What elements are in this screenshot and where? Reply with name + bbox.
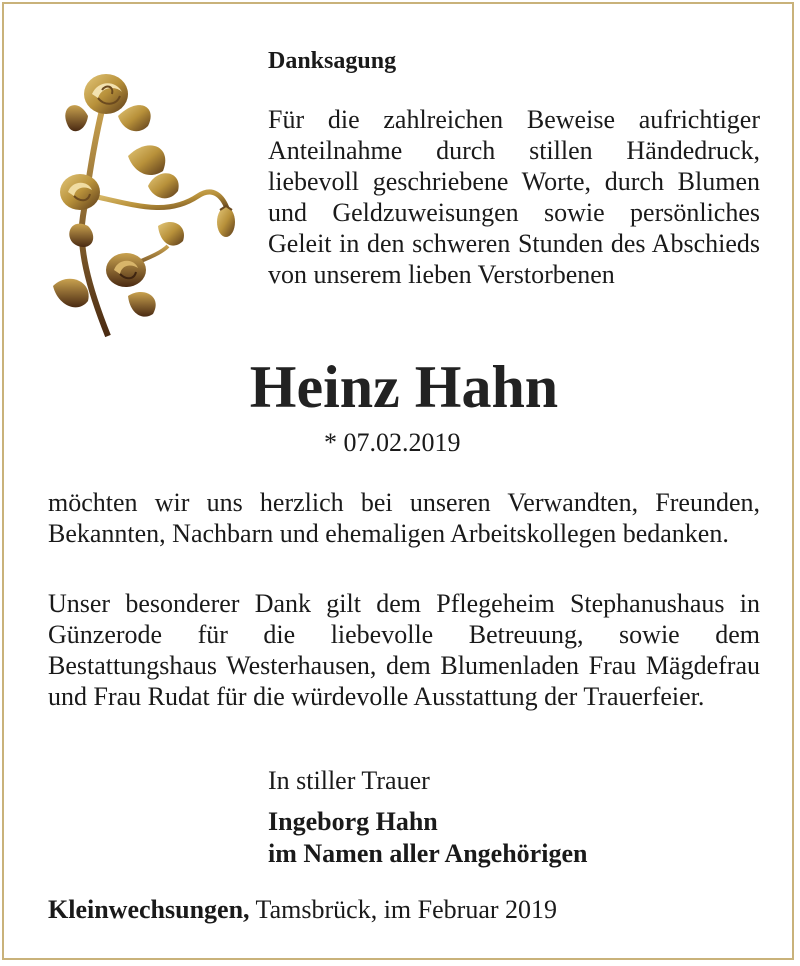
- mourning-line: In stiller Trauer: [268, 766, 430, 795]
- rose-branch-icon: [48, 46, 244, 348]
- signers: [268, 806, 587, 870]
- place-date: [48, 894, 557, 925]
- signer-name: Ingeborg Hahn: [268, 807, 438, 836]
- place-bold: Kleinwechsungen,: [48, 895, 250, 924]
- intro-text: Für die zahlreichen Beweise aufrichtiger Anteilnahme durch stillen Händedruck, liebevoll geschriebene Worte, durch Blumen und Geldzuweisungen sowie persönliches Geleit in den schweren Stunden des Abschieds von unserem lieben Verstorbenen: [268, 105, 760, 289]
- special-thanks-text: Unser besonderer Dank gilt dem Pflegeheim Stephanushaus in Günzerode für die liebevolle Betreuung, sowie dem Bestattungshaus Westerhausen, dem Blumenladen Frau Mägdefrau und Frau Rudat für die würdevolle Ausstattung der Trauerfeier.: [48, 589, 760, 711]
- ad-frame: [2, 2, 794, 960]
- deceased-name: Heinz Hahn: [249, 354, 559, 420]
- signer-relation: im Namen aller Angehörigen: [268, 839, 588, 868]
- death-date: * 07.02.2019: [324, 428, 461, 457]
- heading: Danksagung: [268, 48, 397, 74]
- thanks-text: möchten wir uns herzlich bei unseren Verwandten, Freunden, Bekannten, Nachbarn und ehemaligen Arbeitskollegen bedanken.: [48, 488, 760, 548]
- place-rest: Tamsbrück, im Februar 2019: [249, 895, 558, 924]
